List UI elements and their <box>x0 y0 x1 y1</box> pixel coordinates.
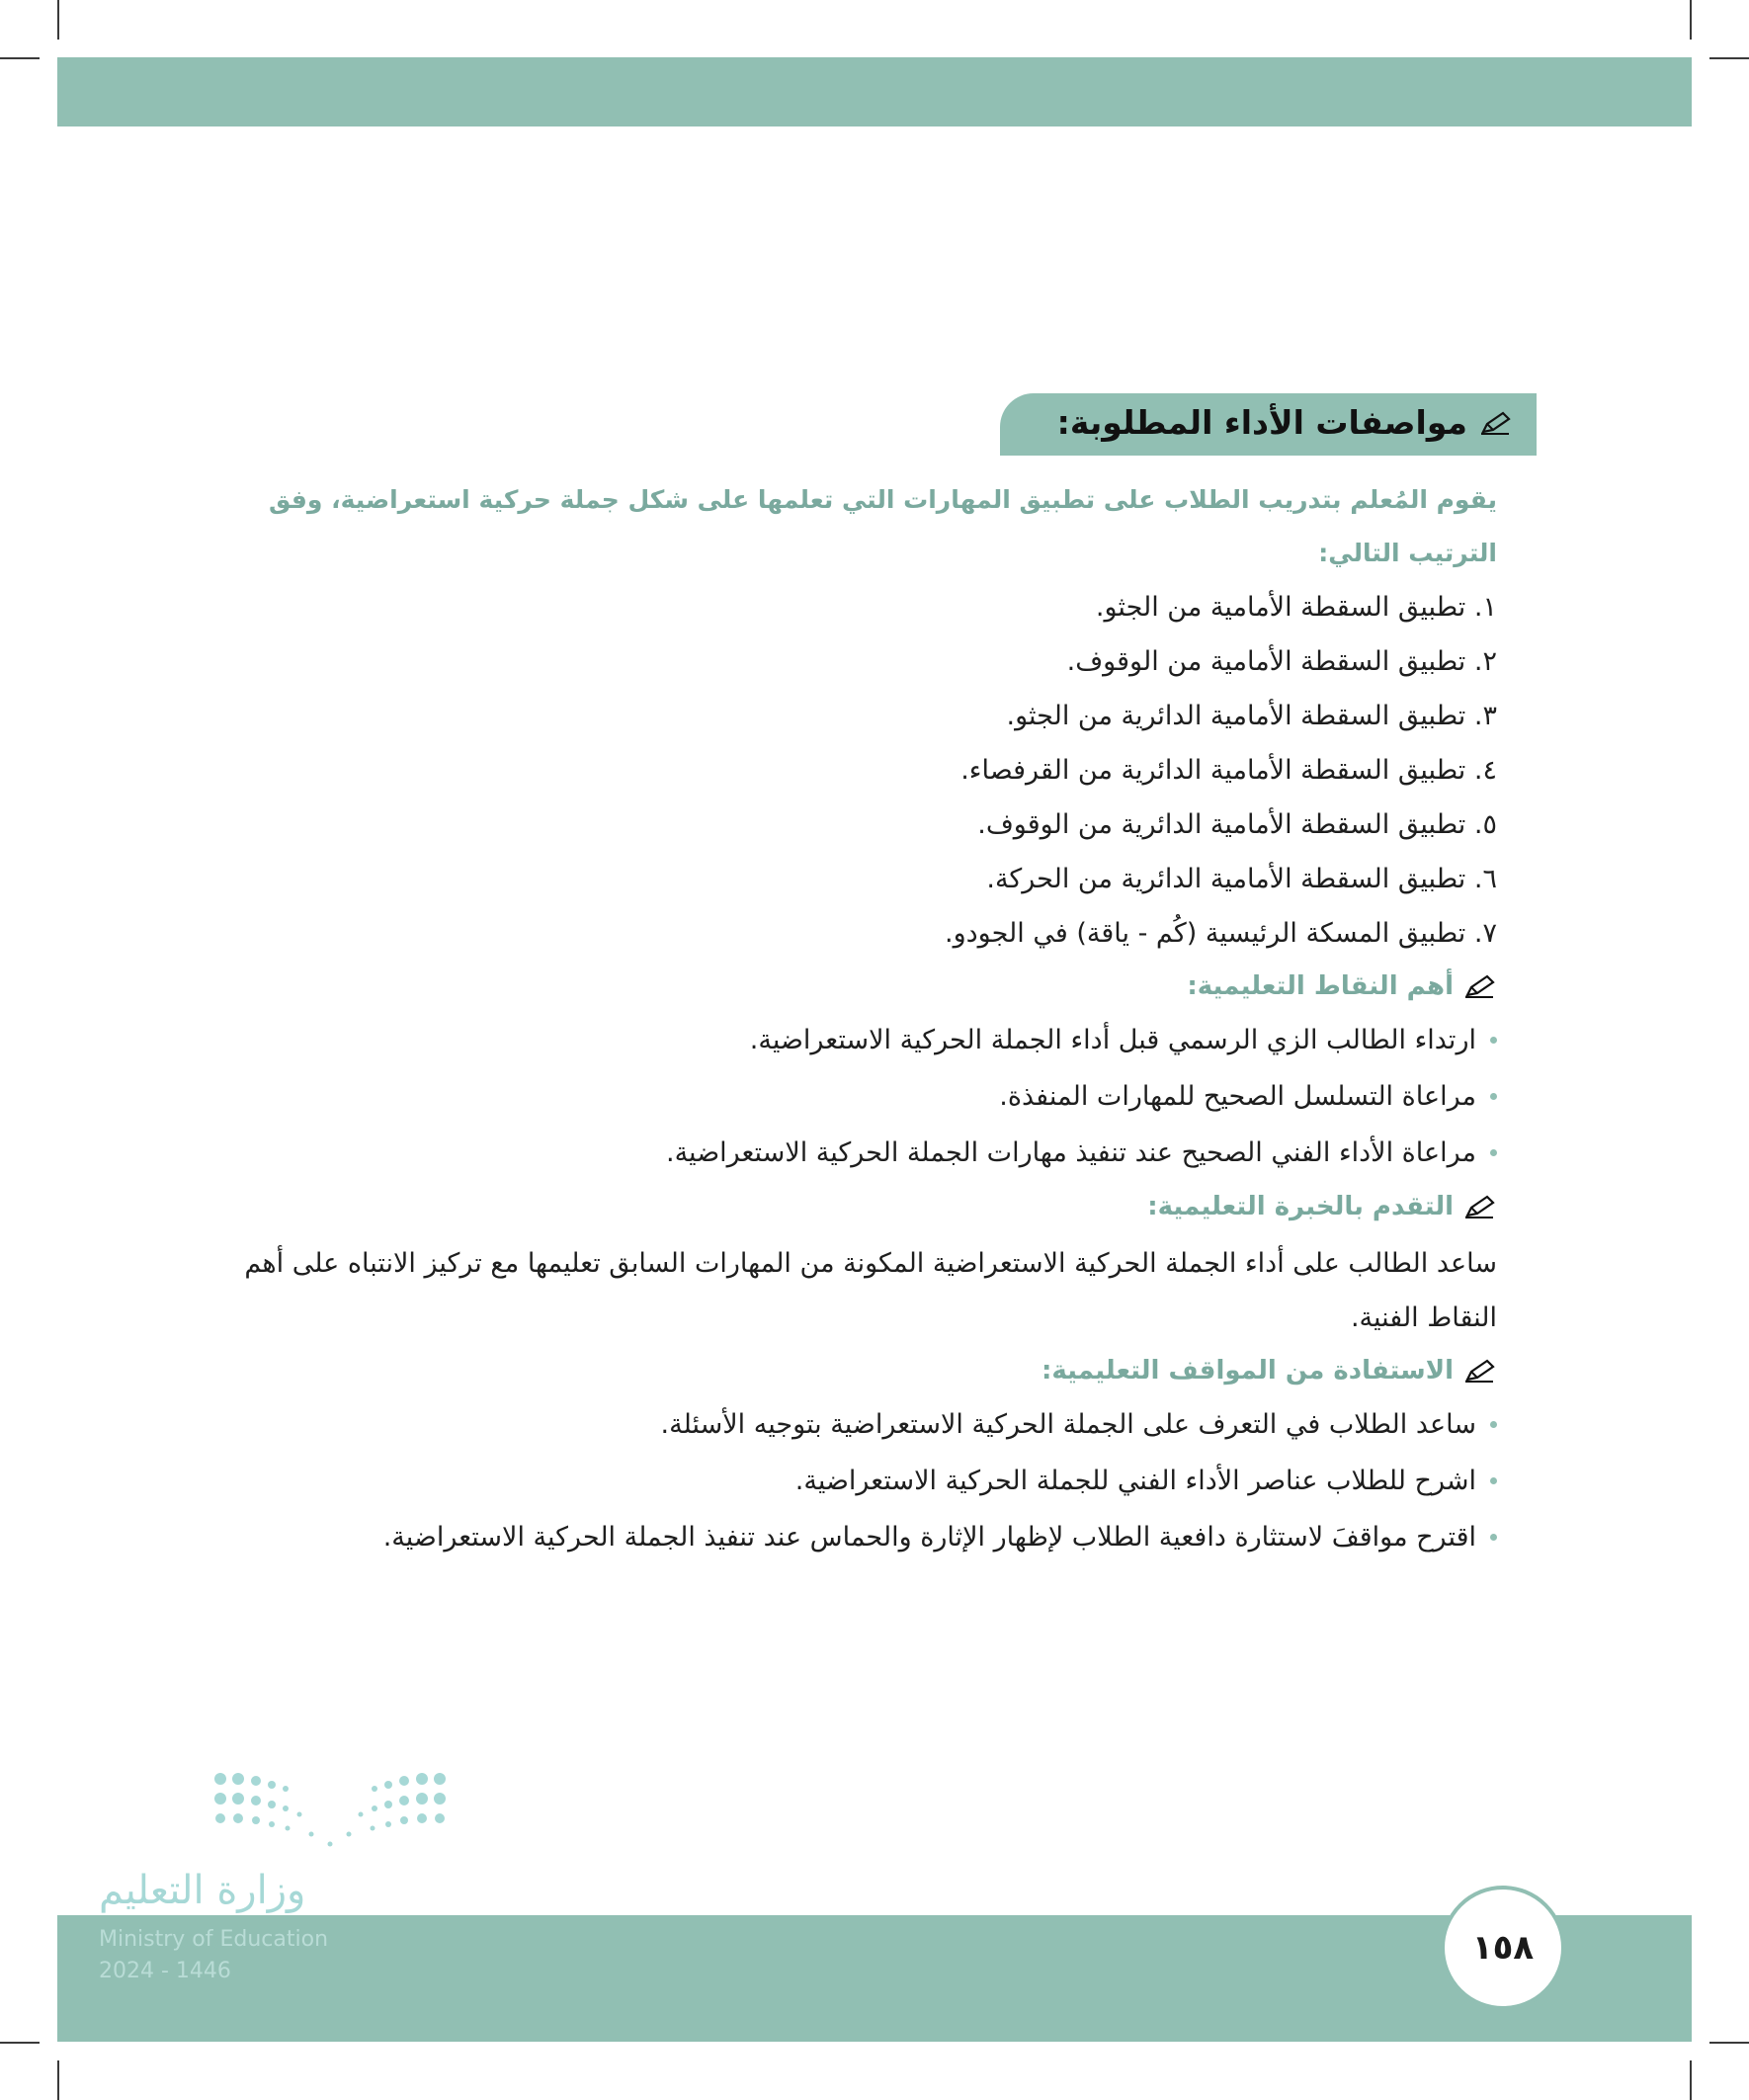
bullet-icon <box>1490 1477 1497 1484</box>
crop-mark <box>57 0 59 40</box>
bullet-icon <box>1490 1149 1497 1156</box>
steps-list <box>208 580 1497 961</box>
logo-arabic-text: وزارة التعليم <box>99 1868 306 1913</box>
section-title-box <box>1000 393 1537 456</box>
heading-label: الاستفادة من المواقف التعليمية: <box>1041 1356 1454 1386</box>
bullet-icon <box>1490 1093 1497 1100</box>
list-item: ١. تطبيق السقطة الأمامية من الجثو. <box>1095 592 1497 623</box>
list-item: ٣. تطبيق السقطة الأمامية الدائرية من الجثو. <box>1006 701 1497 731</box>
list-item: ٥. تطبيق السقطة الأمامية الدائرية من الوقوف. <box>977 809 1497 840</box>
crop-mark <box>1690 0 1692 40</box>
page-content <box>208 393 1497 1565</box>
list-item-text: ارتداء الطالب الزي الرسمي قبل أداء الجملة الحركية الاستعراضية. <box>749 1025 1476 1055</box>
teaching-points-heading <box>208 961 1497 1012</box>
list-item: ٢. تطبيق السقطة الأمامية من الوقوف. <box>1066 646 1497 677</box>
list-item: ٧. تطبيق المسكة الرئيسية (كُم - ياقة) في الجودو. <box>945 918 1497 949</box>
page-number: ١٥٨ <box>1441 1886 1565 2010</box>
heading-label: أهم النقاط التعليمية: <box>1187 971 1454 1001</box>
crop-mark <box>0 57 40 59</box>
progression-text: ساعد الطالب على أداء الجملة الحركية الاستعراضية المكونة من المهارات السابق تعليمها مع تركيز الانتباه على أهم النقاط الفنية. <box>244 1248 1497 1333</box>
crop-mark <box>1709 57 1749 59</box>
list-item <box>208 1125 1497 1181</box>
crop-mark <box>0 2042 40 2044</box>
crop-mark <box>57 2060 59 2100</box>
pencil-icon <box>1479 410 1513 436</box>
pencil-icon <box>1463 973 1497 999</box>
intro-text: يقوم المُعلم بتدريب الطلاب على تطبيق المهارات التي تعلمها على شكل جملة حركية استعراضية، وفق الترتيب التالي: <box>268 485 1497 567</box>
list-item <box>208 1012 1497 1068</box>
heading-label: التقدم بالخبرة التعليمية: <box>1147 1192 1454 1221</box>
progression-heading <box>208 1181 1497 1232</box>
pencil-icon <box>1463 1194 1497 1219</box>
list-item-text: اقترح مواقفَ لاستثارة دافعية الطلاب لإظهار الإثارة والحماس عند تنفيذ الجملة الحركية الاستعراضية. <box>382 1522 1476 1553</box>
section-title: مواصفات الأداء المطلوبة: <box>1056 403 1467 442</box>
bullet-icon <box>1490 1421 1497 1428</box>
crop-mark <box>1709 2042 1749 2044</box>
bullet-icon <box>1490 1037 1497 1044</box>
list-item: ٦. تطبيق السقطة الأمامية الدائرية من الحركة. <box>986 864 1497 894</box>
list-item: ٤. تطبيق السقطة الأمامية الدائرية من القرفصاء. <box>960 755 1497 786</box>
logo-dots-icon <box>212 1769 469 1868</box>
pencil-icon <box>1463 1358 1497 1384</box>
ministry-logo <box>99 1769 494 1996</box>
list-item <box>208 1453 1497 1509</box>
list-item <box>208 1068 1497 1125</box>
teaching-points-list <box>208 1012 1497 1181</box>
situations-list <box>208 1396 1497 1565</box>
list-item-text: مراعاة الأداء الفني الصحيح عند تنفيذ مهارات الجملة الحركية الاستعراضية. <box>666 1137 1476 1168</box>
list-item-text: مراعاة التسلسل الصحيح للمهارات المنفذة. <box>999 1081 1476 1112</box>
situations-heading <box>208 1345 1497 1396</box>
list-item-text: ساعد الطلاب في التعرف على الجملة الحركية الاستعراضية بتوجيه الأسئلة. <box>660 1409 1476 1440</box>
crop-mark <box>1690 2060 1692 2100</box>
logo-year-text: 2024 - 1446 <box>99 1959 231 1983</box>
list-item-text: اشرح للطلاب عناصر الأداء الفني للجملة الحركية الاستعراضية. <box>794 1466 1476 1496</box>
list-item <box>208 1509 1497 1565</box>
header-band <box>57 57 1692 126</box>
list-item <box>208 1396 1497 1453</box>
logo-english-text: Ministry of Education <box>99 1927 329 1952</box>
bullet-icon <box>1490 1534 1497 1541</box>
